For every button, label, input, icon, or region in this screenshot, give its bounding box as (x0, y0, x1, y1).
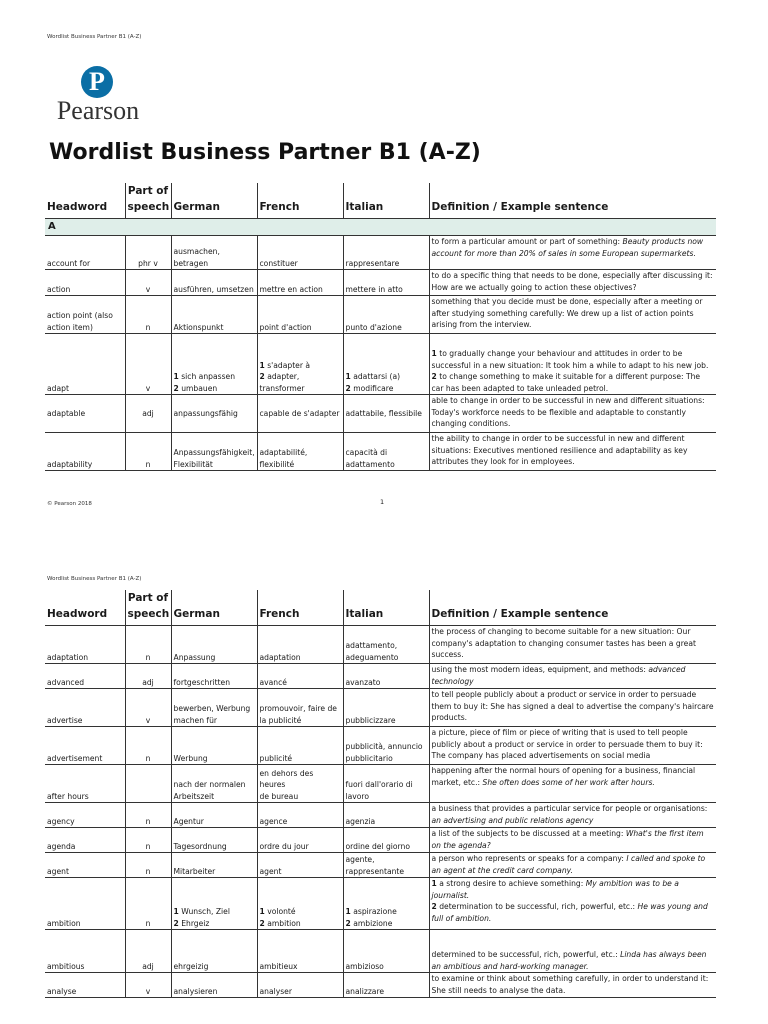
headword: after hours (45, 765, 125, 803)
german: ehrgeizig (171, 930, 257, 973)
definition: able to change in order to be successful in new and different situations: Today's workforce needs to be flexible and adaptable to constantly changing conditions. (429, 395, 716, 433)
definition: to form a particular amount or part of something: Beauty products now account for more than 20% of sales in some European supermarkets. (429, 236, 716, 270)
table-header-row (45, 590, 716, 626)
german: 1 sich anpassen 2 umbauen (171, 334, 257, 395)
french: 1 s'adapter à 2 adapter, transformer (257, 334, 343, 395)
french: adaptation (257, 626, 343, 664)
headword: adaptable (45, 395, 125, 433)
headword: advertise (45, 689, 125, 727)
part-of-speech: n (125, 878, 171, 930)
italian: fuori dall'orario di lavoro (343, 765, 429, 803)
part-of-speech: n (125, 433, 171, 471)
headword: action point (also action item) (45, 296, 125, 334)
part-of-speech: v (125, 270, 171, 296)
wordlist-table-page1 (45, 183, 716, 471)
italian: punto d'azione (343, 296, 429, 334)
table-row (45, 626, 716, 664)
table-row (45, 803, 716, 828)
french: agent (257, 853, 343, 878)
col-german: German (171, 590, 257, 626)
running-header-page2: Wordlist Business Partner B1 (A-Z) (47, 576, 142, 582)
french: adaptabilité, flexibilité (257, 433, 343, 471)
headword: advanced (45, 664, 125, 689)
headword: adapt (45, 334, 125, 395)
table-row (45, 433, 716, 471)
headword: ambitious (45, 930, 125, 973)
french: ambitieux (257, 930, 343, 973)
col-italian: Italian (343, 590, 429, 626)
italian: 1 adattarsi (a) 2 modificare (343, 334, 429, 395)
german: bewerben, Werbung machen für (171, 689, 257, 727)
french: agence (257, 803, 343, 828)
part-of-speech: phr v (125, 236, 171, 270)
part-of-speech: n (125, 727, 171, 765)
german: nach der normalen Arbeitszeit (171, 765, 257, 803)
definition: a picture, piece of film or piece of writing that is used to tell people publicly about a product or service in order to persuade them to buy it: The company has placed advertisements on social media (429, 727, 716, 765)
page-title: Wordlist Business Partner B1 (A-Z) (49, 140, 481, 165)
pearson-p-icon: P (81, 66, 113, 98)
definition: the process of changing to become suitable for a new situation: Our company's adaptation to changing consumer tastes has been a great success. (429, 626, 716, 664)
definition: 1 a strong desire to achieve something: My ambition was to be a journalist. 2 determination to be successful, rich, powerful, etc.: He was young and full of ambition. (429, 878, 716, 930)
german: ausmachen, betragen (171, 236, 257, 270)
section-letter: A (45, 219, 716, 236)
italian: pubblicità, annuncio pubblicitario (343, 727, 429, 765)
pearson-logo (50, 54, 146, 130)
part-of-speech (125, 765, 171, 803)
german: Aktionspunkt (171, 296, 257, 334)
col-definition: Definition / Example sentence (429, 590, 716, 626)
headword: agent (45, 853, 125, 878)
headword: advertisement (45, 727, 125, 765)
italian: capacità di adattamento (343, 433, 429, 471)
table-row (45, 296, 716, 334)
french: en dehors des heures de bureau (257, 765, 343, 803)
italian: adattabile, flessibile (343, 395, 429, 433)
page-number: 1 (380, 498, 385, 506)
headword: adaptability (45, 433, 125, 471)
definition: something that you decide must be done, especially after a meeting or after studying something carefully: We drew up a list of action points arising from the interview. (429, 296, 716, 334)
definition: a list of the subjects to be discussed at a meeting: What's the first item on the agenda? (429, 828, 716, 853)
german: fortgeschritten (171, 664, 257, 689)
part-of-speech: v (125, 334, 171, 395)
part-of-speech: v (125, 973, 171, 998)
part-of-speech: v (125, 689, 171, 727)
definition: determined to be successful, rich, powerful, etc.: Linda has always been an ambitious and hard-working manager. (429, 930, 716, 973)
definition: 1 to gradually change your behaviour and attitudes in order to be successful in a new situation: It took him a while to adapt to his new job. 2 to change something to make it suitable for a different purpose: The car has been adapted to take unleaded petrol. (429, 334, 716, 395)
german: Werbung (171, 727, 257, 765)
definition: happening after the normal hours of opening for a business, financial market, etc.: She often does some of her work after hours. (429, 765, 716, 803)
italian: mettere in atto (343, 270, 429, 296)
col-pos: Part of speech (125, 590, 171, 626)
french: constituer (257, 236, 343, 270)
german: Mitarbeiter (171, 853, 257, 878)
definition: a person who represents or speaks for a company: I called and spoke to an agent at the credit card company. (429, 853, 716, 878)
col-french: French (257, 590, 343, 626)
definition: the ability to change in order to be successful in new and different situations: Executives mentioned resilience and adaptability as key attributes they look for in employees. (429, 433, 716, 471)
french: analyser (257, 973, 343, 998)
italian: adattamento, adeguamento (343, 626, 429, 664)
headword: action (45, 270, 125, 296)
german: ausführen, umsetzen (171, 270, 257, 296)
part-of-speech: n (125, 828, 171, 853)
headword: account for (45, 236, 125, 270)
headword: agency (45, 803, 125, 828)
table-row (45, 395, 716, 433)
italian: ambizioso (343, 930, 429, 973)
italian: agenzia (343, 803, 429, 828)
part-of-speech: adj (125, 930, 171, 973)
italian: rappresentare (343, 236, 429, 270)
german: Anpassung (171, 626, 257, 664)
german: 1 Wunsch, Ziel 2 Ehrgeiz (171, 878, 257, 930)
table-row (45, 236, 716, 270)
french: promouvoir, faire de la publicité (257, 689, 343, 727)
col-german: German (171, 183, 257, 219)
french: avancé (257, 664, 343, 689)
table-row (45, 689, 716, 727)
headword: analyse (45, 973, 125, 998)
german: Tagesordnung (171, 828, 257, 853)
table-row (45, 828, 716, 853)
french: mettre en action (257, 270, 343, 296)
col-pos: Part of speech (125, 183, 171, 219)
definition: to examine or think about something carefully, in order to understand it: She still needs to analyse the data. (429, 973, 716, 998)
logo-wordmark: Pearson (56, 96, 140, 125)
section-row (45, 219, 716, 236)
table-row (45, 878, 716, 930)
table-row (45, 973, 716, 998)
col-italian: Italian (343, 183, 429, 219)
col-headword: Headword (45, 183, 125, 219)
part-of-speech: n (125, 626, 171, 664)
italian: 1 aspirazione 2 ambizione (343, 878, 429, 930)
table-row (45, 765, 716, 803)
copyright-footer: © Pearson 2018 (47, 501, 92, 507)
german: Anpassungsfähigkeit, Flexibilität (171, 433, 257, 471)
french: capable de s'adapter (257, 395, 343, 433)
table-row (45, 270, 716, 296)
french: ordre du jour (257, 828, 343, 853)
headword: ambition (45, 878, 125, 930)
german: analysieren (171, 973, 257, 998)
col-french: French (257, 183, 343, 219)
italian: pubblicizzare (343, 689, 429, 727)
french: 1 volonté 2 ambition (257, 878, 343, 930)
table-row (45, 727, 716, 765)
definition: to tell people publicly about a product or service in order to persuade them to buy it: She has signed a deal to advertise the company's haircare products. (429, 689, 716, 727)
part-of-speech: n (125, 803, 171, 828)
table-row (45, 930, 716, 973)
part-of-speech: n (125, 853, 171, 878)
german: anpassungsfähig (171, 395, 257, 433)
italian: agente, rappresentante (343, 853, 429, 878)
headword: agenda (45, 828, 125, 853)
col-definition: Definition / Example sentence (429, 183, 716, 219)
part-of-speech: adj (125, 664, 171, 689)
definition: a business that provides a particular service for people or organisations: an advertising and public relations agency (429, 803, 716, 828)
table-header-row (45, 183, 716, 219)
col-headword: Headword (45, 590, 125, 626)
italian: analizzare (343, 973, 429, 998)
table-row (45, 664, 716, 689)
part-of-speech: n (125, 296, 171, 334)
headword: adaptation (45, 626, 125, 664)
french: publicité (257, 727, 343, 765)
running-header: Wordlist Business Partner B1 (A-Z) (47, 34, 142, 40)
definition: to do a specific thing that needs to be done, especially after discussing it: How are we actually going to action these objectives? (429, 270, 716, 296)
definition: using the most modern ideas, equipment, and methods: advanced technology (429, 664, 716, 689)
table-row (45, 853, 716, 878)
french: point d'action (257, 296, 343, 334)
italian: avanzato (343, 664, 429, 689)
italian: ordine del giorno (343, 828, 429, 853)
wordlist-table-page2 (45, 590, 716, 998)
german: Agentur (171, 803, 257, 828)
table-row (45, 334, 716, 395)
part-of-speech: adj (125, 395, 171, 433)
